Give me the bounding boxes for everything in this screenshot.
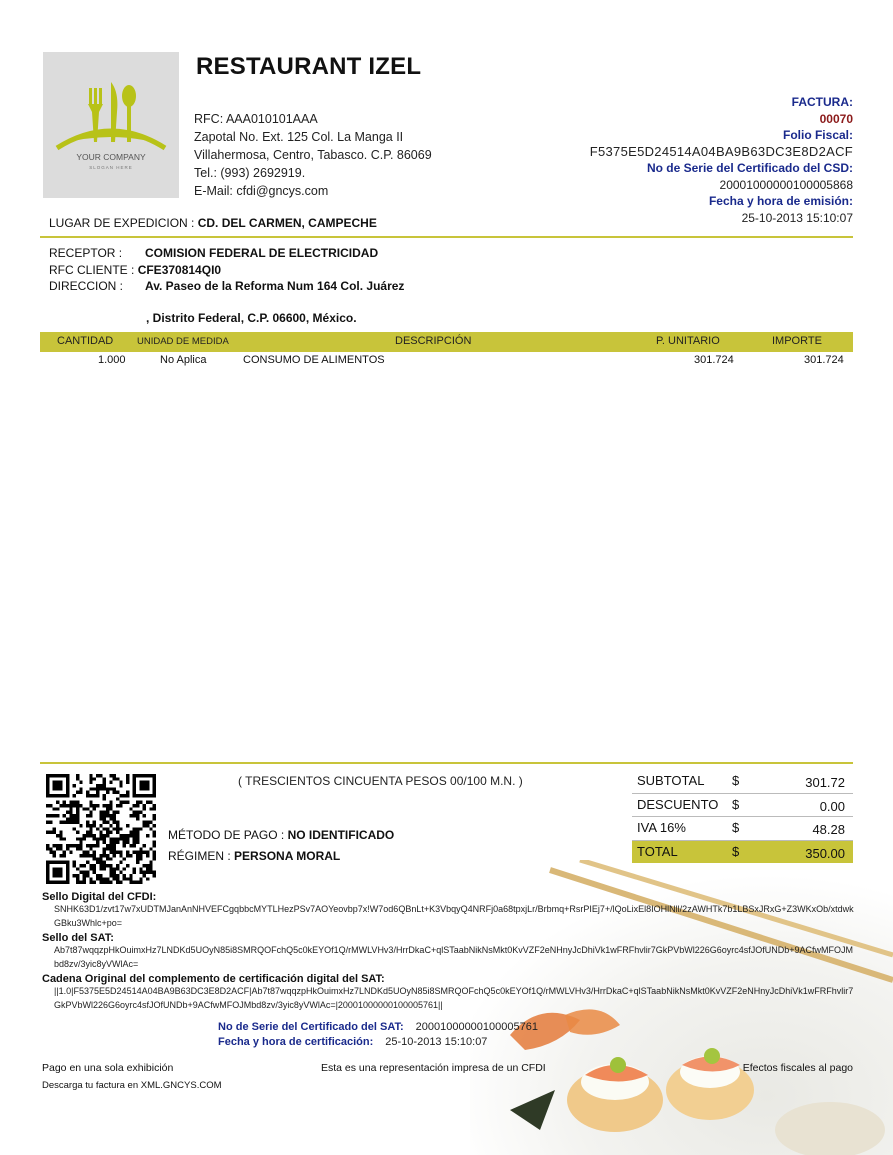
cert-sat-label: No de Serie del Certificado del SAT: (218, 1021, 404, 1033)
company-details (194, 110, 432, 200)
fork-knife-spoon-icon (43, 52, 179, 198)
company-phone: Tel.: (993) 2692919. (194, 166, 306, 180)
col-cantidad: CANTIDAD (57, 335, 114, 347)
rfc-cliente-label: RFC CLIENTE : (49, 262, 135, 277)
logo-slogan-text: SLOGAN HERE (89, 165, 133, 170)
regimen (168, 849, 340, 863)
regimen-label: RÉGIMEN : (168, 849, 231, 863)
iva-label: IVA 16% (637, 820, 686, 835)
metodo-pago (168, 828, 394, 842)
receptor-block (49, 245, 404, 295)
subtotal-row (632, 770, 853, 794)
header-divider (40, 236, 853, 238)
descuento-row (632, 794, 853, 818)
iva-symbol: $ (732, 820, 740, 835)
rfc-cliente-value: CFE370814QI0 (137, 262, 222, 277)
company-rfc: RFC: AAA010101AAA (194, 112, 318, 126)
company-address-line2: Villahermosa, Centro, Tabasco. C.P. 86069 (194, 148, 432, 162)
footer-representacion: Esta es una representación impresa de un CFDI (321, 1062, 546, 1074)
footer-pago: Pago en una sola exhibición (42, 1062, 174, 1074)
subtotal-value: 301.72 (805, 775, 845, 790)
row-descripcion: CONSUMO DE ALIMENTOS (243, 354, 385, 366)
lugar-label: LUGAR DE EXPEDICION : (49, 216, 195, 230)
direccion-value: Av. Paseo de la Reforma Num 164 Col. Juárez (145, 279, 405, 293)
descuento-label: DESCUENTO (637, 796, 719, 812)
receptor-label: RECEPTOR : (49, 246, 123, 260)
sello-sat-text: Ab7t87wqqzpHkOuimxHz7LNDKd5UOyN85i8SMRQOFchQ5c0kEYOf1Q/rMWLVHv3/HrrDkaC+qlSTaabNikNsMkt0KvVZF2eNHnyJcDhiVk1wFRFhvlir7GkPVbWl226G6oyrc4sfJOfUNDb+9ACfwMFOJMbd8zv/3yic8yVWlAc= (54, 945, 854, 969)
subtotal-label: SUBTOTAL (637, 773, 705, 788)
cadena-original-text: ||1.0|F5375E5D24514A04BA9B63DC3E8D2ACF|Ab7t87wqqzpHkOuimxHz7LNDKd5UOyN85i8SMRQOFchQ5c0kEYOf1Q/rMWLVHv3/HrrDkaC+qlSTaabNikNsMkt0KvVZF2eNHnyJcDhiVk1wFRFhvlir7GkPVbWl226G6oyrc4sfJOfUNDb+9ACfwMFOJMbd8zv/3yic8yVWlAc=|20001000000100005761|| (54, 986, 854, 1010)
qr-code (46, 774, 156, 884)
descuento-value: 0.00 (819, 798, 845, 814)
direccion-label: DIRECCION : (49, 279, 124, 293)
factura-label: FACTURA: (791, 95, 853, 109)
total-symbol: $ (732, 843, 740, 859)
footer-descarga: Descarga tu factura en XML.GNCYS.COM (42, 1080, 222, 1091)
csd-value: 20001000000100005868 (719, 177, 853, 192)
metodo-pago-value: NO IDENTIFICADO (287, 828, 395, 842)
iva-value: 48.28 (812, 822, 845, 837)
company-name: RESTAURANT IZEL (196, 53, 422, 80)
receptor-value: COMISION FEDERAL DE ELECTRICIDAD (145, 246, 379, 260)
items-table-header (40, 332, 853, 352)
company-email: E-Mail: cfdi@gncys.com (194, 184, 329, 198)
company-address-line1: Zapotal No. Ext. 125 Col. La Manga II (194, 130, 404, 144)
regimen-value: PERSONA MORAL (234, 849, 341, 863)
total-label: TOTAL (637, 843, 678, 859)
sello-cfdi-text: SNHK63D1/zvt17w7xUDTMJanAnNHVEFCgqbbcMYTLHezPSv7AOYeovbp7x!W7od6QBnLt+K3VbqyQ4NRFj0a68tpxjLr/Brbmq+RsrPIEj7+/lQoLixEl8IOHlNll/2zAWHTk7b1LBSxJRxG+Z3WKxOb/xtdwkGBku3Whlc+po= (54, 904, 854, 928)
descuento-symbol: $ (732, 796, 740, 812)
amount-in-words: ( TRESCIENTOS CINCUENTA PESOS 00/100 M.N. ) (238, 774, 523, 788)
row-importe: 301.724 (804, 354, 844, 366)
folio-fiscal-label: Folio Fiscal: (782, 128, 853, 142)
digital-seals (42, 891, 854, 1014)
col-descripcion: DESCRIPCIÓN (395, 335, 472, 347)
folio-fiscal-value: F5375E5D24514A04BA9B63DC3E8D2ACF (589, 143, 853, 159)
direccion-value-line2: , Distrito Federal, C.P. 06600, México. (146, 311, 357, 325)
fecha-cert-label: Fecha y hora de certificación: (218, 1036, 374, 1048)
iva-row (632, 817, 853, 841)
lugar-value: CD. DEL CARMEN, CAMPECHE (197, 216, 377, 230)
sello-cfdi-label: Sello Digital del CFDI: (42, 891, 157, 903)
row-unidad: No Aplica (160, 354, 207, 366)
col-unidad: UNIDAD DE MEDIDA (137, 336, 229, 347)
total-value: 350.00 (805, 845, 845, 861)
certification-info (218, 1020, 538, 1050)
fecha-emision-value: 25-10-2013 15:10:07 (741, 210, 853, 225)
sello-sat-label: Sello del SAT: (42, 932, 114, 944)
csd-label: No de Serie del Certificado del CSD: (646, 161, 853, 175)
lugar-expedicion (49, 216, 377, 230)
footer-divider (40, 762, 853, 764)
invoice-info (590, 94, 853, 226)
cadena-original-label: Cadena Original del complemento de certificación digital del SAT: (42, 973, 385, 985)
subtotal-symbol: $ (732, 773, 740, 788)
row-unitario: 301.724 (694, 354, 734, 366)
col-unitario: P. UNITARIO (656, 335, 720, 347)
col-importe: IMPORTE (772, 335, 822, 347)
company-logo (43, 52, 179, 198)
footer-efectos: Efectos fiscales al pago (742, 1062, 853, 1074)
fecha-emision-label: Fecha y hora de emisión: (708, 194, 853, 208)
fecha-cert-value: 25-10-2013 15:10:07 (385, 1036, 488, 1048)
factura-number: 00070 (819, 111, 853, 126)
logo-company-text: YOUR COMPANY (76, 152, 146, 162)
totals-box (632, 770, 853, 863)
metodo-pago-label: MÉTODO DE PAGO : (168, 828, 285, 842)
row-cantidad: 1.000 (98, 354, 126, 366)
cert-sat-value: 20001000000100005761 (415, 1021, 538, 1033)
total-row (632, 841, 853, 864)
